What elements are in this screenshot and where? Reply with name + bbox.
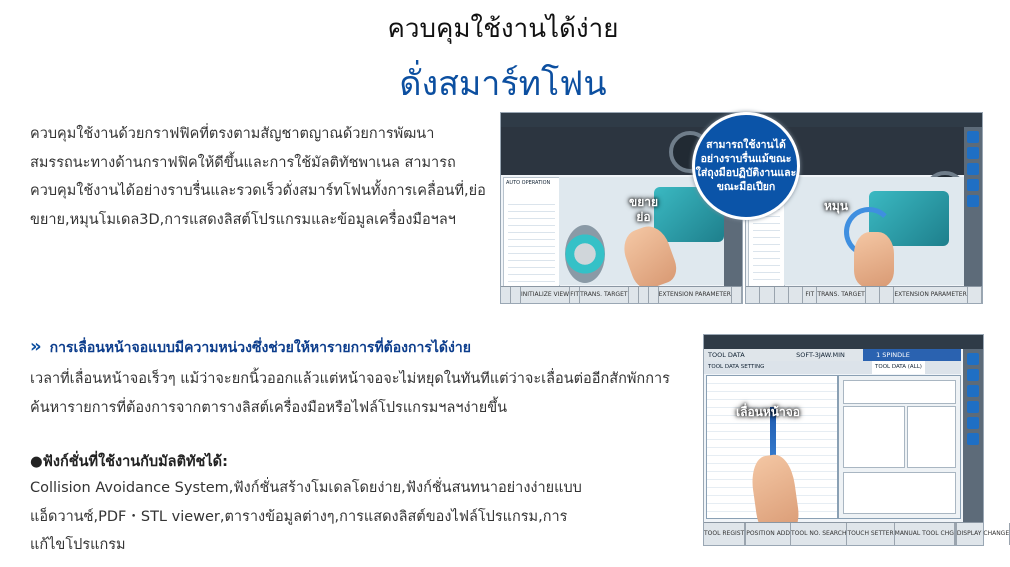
side-menu: [964, 127, 982, 287]
softkey-9[interactable]: EXTENSION PARAMETER: [659, 287, 732, 303]
softkey-5[interactable]: TOUCH SETTER: [847, 523, 894, 545]
softkey-2[interactable]: [760, 287, 774, 303]
page-subtitle: ดั่งสมาร์ทโฟน: [399, 64, 607, 104]
softkey-3[interactable]: INITIALIZE VIEW: [521, 287, 570, 303]
section-heading: [30, 336, 471, 359]
softkey-bar: [501, 286, 742, 303]
softkey-7[interactable]: [639, 287, 649, 303]
intro-paragraph: ควบคุมใช้งานด้วยกราฟฟิคที่ตรงตามสัญชาตญาณด้วยการพัฒนาสมรรถนะทางด้านกราฟฟิคให้ดีขึ้นและการใช้มัลติทัชพาเนล สามารถควบคุมใช้งานได้อย่างราบรื่นและรวดเร็วดั่งสมาร์ทโฟนทั้งการเคลื่อนที่,ย่อขยาย,หมุนโมเดล3D,การแสดงลิสต์โปรแกรมและข้อมูลเครื่องมือฯลฯ: [30, 126, 486, 228]
scroll-paragraph: เวลาที่เลื่อนหน้าจอเร็วๆ แม้ว่าจะยกนิ้วออกแล้วแต่หน้าจอจะไม่หยุดในทันทีแต่ว่าจะเลื่อนต่ออีกสักพักการค้นหารายการที่ต้องการจากตารางลิสต์เครื่องมือหรือไฟล์โปรแกรมฯลฯง่ายขึ้น: [30, 371, 670, 416]
zoom-gesture-label: ขยาย ย่อ: [629, 195, 659, 224]
status-bar: [501, 113, 742, 127]
tab-row: [704, 361, 961, 374]
section-title: การเลื่อนหน้าจอแบบมีความหน่วงซึ่งช่วยให้หารายการที่ต้องการได้ง่าย: [49, 340, 471, 356]
page-title: ควบคุมใช้งานได้ง่าย: [387, 14, 619, 44]
softkey-5[interactable]: FIT: [803, 287, 817, 303]
features-paragraph: Collision Avoidance System,ฟังก์ชั่นสร้างโมเดลโดยง่าย,ฟังก์ชั่นสนทนาอย่างง่ายแบบแอ็ดวานซ์,PDF・STL viewer,ตารางข้อมูลต่างๆ,การแสดงลิสต์ของไฟล์โปรแกรม,การแก้ไขโปรแกรม: [30, 480, 582, 553]
softkey-4[interactable]: [789, 287, 803, 303]
softkey-10[interactable]: [732, 287, 742, 303]
tab-tool-data-setting[interactable]: TOOL DATA SETTING: [708, 364, 765, 370]
glove-info-bubble: [692, 112, 800, 220]
bubble-text: สามารถใช้งานได้อย่างราบรื่นแม้ขณะใส่ถุงมือปฏิบัติงานและขณะมือเปียก: [695, 139, 797, 193]
softkey-7[interactable]: [866, 287, 880, 303]
softkey-6[interactable]: MANUAL TOOL CHG: [895, 523, 955, 545]
operation-panel: AUTO OPERATION: [503, 177, 560, 299]
header-strip: TOOL DATA SOFT-3JAW.MIN 1 SPINDLE: [704, 349, 961, 361]
scroll-gesture-label: เลื่อนหน้าจอ: [736, 405, 800, 419]
softkey-8[interactable]: [649, 287, 659, 303]
rotate-gesture-label: หมุน: [824, 199, 849, 213]
softkey-10[interactable]: [968, 287, 982, 303]
chevron-right-icon: »: [30, 336, 42, 357]
softkey-5[interactable]: TRANS. TARGET: [580, 287, 628, 303]
softkey-6[interactable]: TRANS. TARGET: [817, 287, 865, 303]
tool-detail-form: [838, 375, 961, 519]
softkey-8[interactable]: [880, 287, 894, 303]
tab-tool-data-all[interactable]: TOOL DATA (ALL): [872, 361, 925, 374]
softkey-6[interactable]: [629, 287, 639, 303]
softkey-1[interactable]: TOOL REGIST: [704, 523, 745, 545]
softkey-9[interactable]: EXTENSION PARAMETER: [894, 287, 967, 303]
softkey-3[interactable]: POSITION ADD: [746, 523, 791, 545]
softkey-bar: [704, 522, 1010, 545]
softkey-bar: [746, 286, 982, 303]
softkey-2[interactable]: [511, 287, 521, 303]
side-menu: [963, 349, 983, 523]
softkey-1[interactable]: [501, 287, 511, 303]
features-heading: ●ฟังก์ชั่นที่ใช้งานกับมัลติทัชได้:: [30, 454, 228, 470]
3d-view: [784, 177, 964, 285]
screenshot-scroll-gesture: [703, 334, 1010, 546]
softkey-4[interactable]: FIT: [570, 287, 580, 303]
softkey-3[interactable]: [775, 287, 789, 303]
chuck-model: [565, 225, 605, 283]
hand-image: [854, 232, 894, 287]
softkey-9[interactable]: DISPLAY CHANGE: [957, 523, 1010, 545]
status-bar: [704, 335, 983, 349]
softkey-1[interactable]: [746, 287, 760, 303]
softkey-4[interactable]: TOOL NO. SEARCH: [791, 523, 847, 545]
